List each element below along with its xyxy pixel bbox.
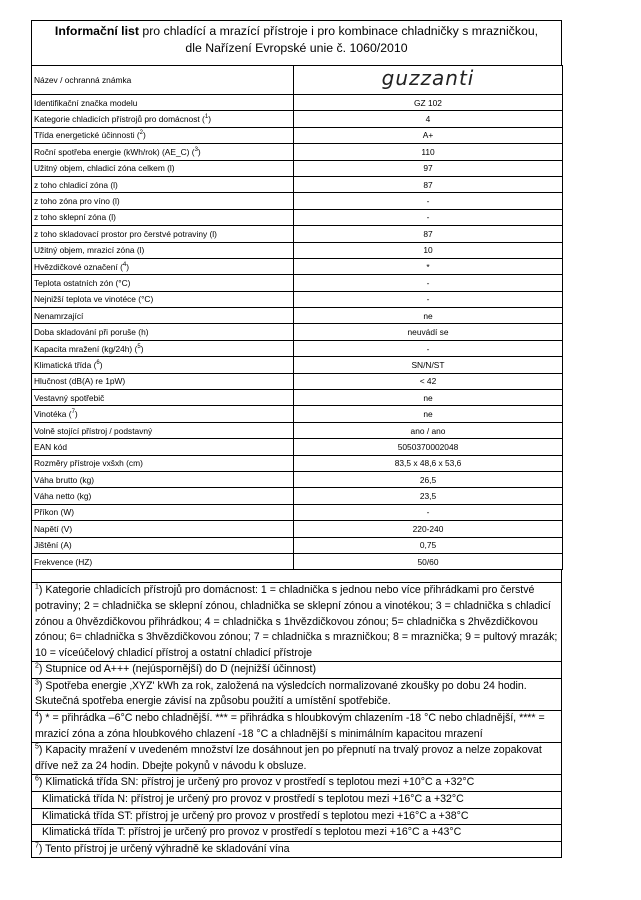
spec-value: < 42 — [294, 373, 563, 389]
spec-label: Kategorie chladicích přístrojů pro domácnost ($^1$) — [32, 111, 294, 127]
spec-row — [32, 471, 563, 487]
spec-value: 87 — [294, 226, 563, 242]
spec-value: 220-240 — [294, 521, 563, 537]
spec-value: - — [294, 291, 563, 307]
spec-label: Jištění (A) — [32, 537, 294, 553]
spec-row — [32, 291, 563, 307]
footnote: $^6$) Klimatická třída SN: přístroj je určený pro provoz v prostředí s teplotou mezi +10°C a +32°C — [32, 775, 561, 792]
spec-row — [32, 176, 563, 192]
spec-row — [32, 373, 563, 389]
spec-row — [32, 357, 563, 373]
spec-value: 23,5 — [294, 488, 563, 504]
spec-row — [32, 242, 563, 258]
spec-row — [32, 111, 563, 127]
spec-label: Napětí (V) — [32, 521, 294, 537]
spec-row — [32, 504, 563, 520]
spec-row — [32, 209, 563, 225]
spec-row — [32, 406, 563, 422]
spec-label: Identifikační značka modelu — [32, 95, 294, 111]
spec-row — [32, 193, 563, 209]
spec-value: ne — [294, 406, 563, 422]
spec-row — [32, 521, 563, 537]
brand-logo-cell — [294, 66, 563, 95]
spec-label: Nejnižší teplota ve vinotéce (°C) — [32, 291, 294, 307]
spec-label: Váha brutto (kg) — [32, 471, 294, 487]
header-title-bold: Informační list — [54, 24, 139, 38]
spec-value: 87 — [294, 176, 563, 192]
spec-row — [32, 160, 563, 176]
spec-row — [32, 422, 563, 438]
spec-row — [32, 455, 563, 471]
spec-label: Doba skladování při poruše (h) — [32, 324, 294, 340]
footnote: Klimatická třída T: přístroj je určený pro provoz v prostředí s teplotou mezi +16°C a +43°C — [32, 825, 561, 842]
spec-value: - — [294, 275, 563, 291]
spec-value: ano / ano — [294, 422, 563, 438]
spec-value: - — [294, 340, 563, 356]
spec-row — [32, 258, 563, 274]
spec-value: - — [294, 209, 563, 225]
footnotes — [31, 582, 562, 858]
spec-label: z toho chladicí zóna (l) — [32, 176, 294, 192]
footnote: $^5$) Kapacity mražení v uvedeném množství lze dosáhnout jen po přepnutí na trvalý provoz a nelze zopakovat dříve než za 24 hodin. Dbejte pokynů v návodu k obsluze. — [32, 743, 561, 775]
spec-value: neuvádí se — [294, 324, 563, 340]
spec-label: Klimatická třída ($^6$) — [32, 357, 294, 373]
information-sheet — [31, 20, 562, 858]
spec-value: 0,75 — [294, 537, 563, 553]
spec-label: Hlučnost (dB(A) re 1pW) — [32, 373, 294, 389]
spec-label: Vinotéka ($^7$) — [32, 406, 294, 422]
spec-label: Užitný objem, mrazicí zóna (l) — [32, 242, 294, 258]
spec-label: Rozměry přístroje vxšxh (cm) — [32, 455, 294, 471]
spec-label: z toho skladovací prostor pro čerstvé potraviny (l) — [32, 226, 294, 242]
header-title-line2: dle Nařízení Evropské unie č. 1060/2010 — [185, 41, 408, 55]
spec-label: Frekvence (HZ) — [32, 553, 294, 569]
spec-value: 5050370002048 — [294, 439, 563, 455]
footnote: Klimatická třída ST: přístroj je určený pro provoz v prostředí s teplotou mezi +16°C a +38°C — [32, 809, 561, 826]
spec-value: GZ 102 — [294, 95, 563, 111]
spec-row — [32, 390, 563, 406]
spec-row — [32, 553, 563, 569]
spec-value: A+ — [294, 127, 563, 143]
spec-label: Nenamrzající — [32, 308, 294, 324]
footnote: Klimatická třída N: přístroj je určený pro provoz v prostředí s teplotou mezi +16°C a +32°C — [32, 792, 561, 809]
sheet-header — [31, 20, 562, 65]
footnote: $^4$) * = přihrádka –6°C nebo chladnější. *** = přihrádka s hloubkovým chlazením -18 °C nebo chladnější, **** = mrazicí zóna a zóna hloubkového chlazení -18 °C a chladnější s minimálním kapacitou mrazení — [32, 711, 561, 743]
spec-label: Váha netto (kg) — [32, 488, 294, 504]
spec-row — [32, 308, 563, 324]
spec-value: ne — [294, 390, 563, 406]
spec-value: - — [294, 193, 563, 209]
footnote: $^3$) Spotřeba energie ‚XYZ' kWh za rok, založená na výsledcích normalizované zkoušky po dobu 24 hodin. Skutečná spotřeba energie závisí na způsobu použití a umístění spotřebiče. — [32, 679, 561, 711]
spec-label: EAN kód — [32, 439, 294, 455]
spec-label: z toho sklepní zóna (l) — [32, 209, 294, 225]
spec-value: SN/N/ST — [294, 357, 563, 373]
spec-value: 50/60 — [294, 553, 563, 569]
spec-label: Užitný objem, chladicí zóna celkem (l) — [32, 160, 294, 176]
spec-row — [32, 226, 563, 242]
spec-label: Roční spotřeba energie (kWh/rok) (AE_C) ($^3$) — [32, 144, 294, 160]
spec-label: Teplota ostatních zón (°C) — [32, 275, 294, 291]
spec-value: 4 — [294, 111, 563, 127]
spec-value: - — [294, 504, 563, 520]
spec-row — [32, 488, 563, 504]
brand-row — [32, 66, 563, 95]
spec-value: * — [294, 258, 563, 274]
spec-value: 10 — [294, 242, 563, 258]
spec-value: 26,5 — [294, 471, 563, 487]
spec-label: Hvězdičkové označení ($^4$) — [32, 258, 294, 274]
spec-row — [32, 340, 563, 356]
header-title-rest: pro chladící a mrazící přístroje i pro kombinace chladničky s mrazničkou, — [138, 24, 539, 38]
spec-label: Volně stojící přístroj / podstavný — [32, 422, 294, 438]
footnote: $^1$) Kategorie chladicích přístrojů pro domácnost: 1 = chladnička s jednou nebo více přihrádkami pro čerstvé potraviny; 2 = chladnička se sklepní zónou, chladnička se sklepní zónou a vinotékou; 3 = chladnička s chladicí zónou a 0hvězdičkovou přihrádkou; 4 = chladnička s 1hvězdičkovou zónou; 5= chladnička s 2hvězdičkovou zónou; 6= chladnička s 3hvězdičkovou zónou; 7 = chladnička s mrazničkou; 8 = mraznička; 9 = pultový mrazák; 10 = víceúčelový chladicí přístroj a ostatní chladicí přístroje — [32, 583, 561, 662]
spec-label: Kapacita mražení (kg/24h) ($^5$) — [32, 340, 294, 356]
brand-logo: guzzanti — [381, 66, 475, 90]
spec-label: Třída energetické účinnosti ($^2$) — [32, 127, 294, 143]
spec-row — [32, 439, 563, 455]
spec-row — [32, 324, 563, 340]
spec-row — [32, 537, 563, 553]
section-spacer — [31, 570, 562, 582]
spec-value: 83,5 x 48,6 x 53,6 — [294, 455, 563, 471]
spec-row — [32, 144, 563, 160]
spec-value: ne — [294, 308, 563, 324]
spec-value: 110 — [294, 144, 563, 160]
spec-value: 97 — [294, 160, 563, 176]
footnote: $^2$) Stupnice od A+++ (nejúspornější) do D (nejnižší účinnost) — [32, 662, 561, 679]
spec-row — [32, 275, 563, 291]
spec-label: Příkon (W) — [32, 504, 294, 520]
spec-label: z toho zóna pro víno (l) — [32, 193, 294, 209]
spec-label: Vestavný spotřebič — [32, 390, 294, 406]
spec-row — [32, 127, 563, 143]
spec-row — [32, 95, 563, 111]
footnote: $^7$) Tento přístroj je určený výhradně ke skladování vína — [35, 842, 290, 855]
spec-table — [31, 65, 563, 570]
brand-label: Název / ochranná známka — [32, 66, 294, 95]
